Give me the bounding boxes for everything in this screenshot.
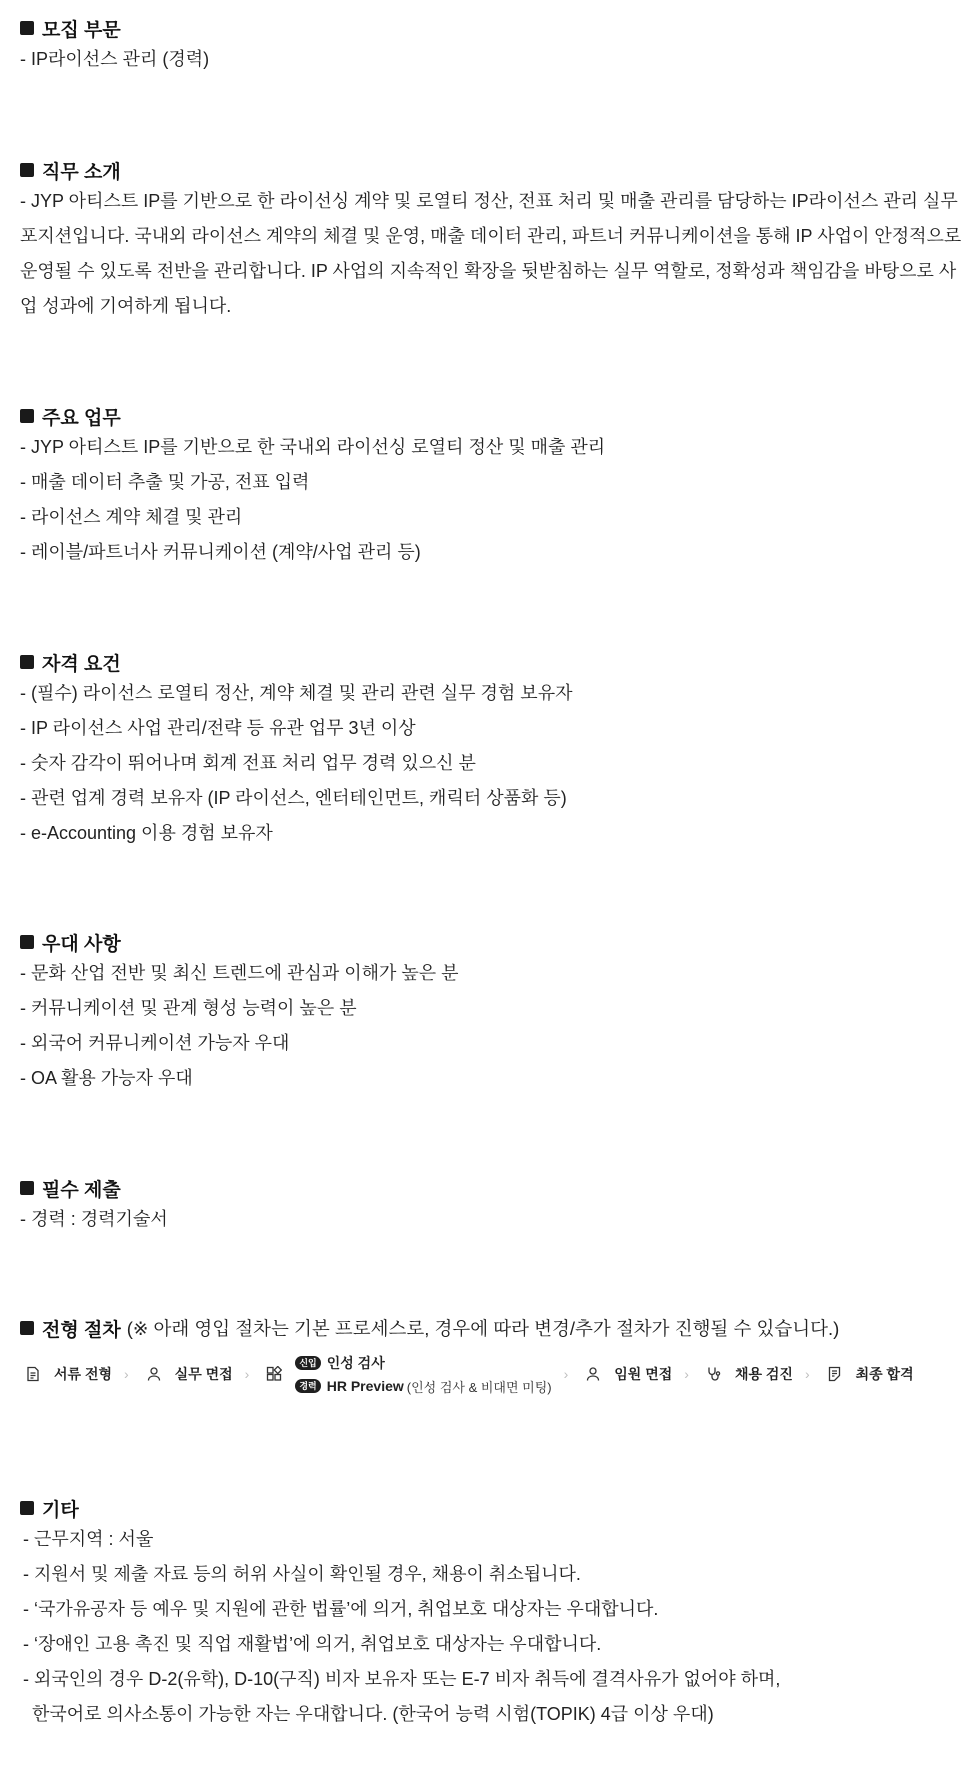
chevron-right-icon: › — [563, 1366, 569, 1382]
list-item: - ‘장애인 고용 촉진 및 직업 재활법’에 의거, 취업보호 대상자는 우대합니다. — [23, 1634, 602, 1654]
person-icon — [580, 1361, 606, 1387]
step-sublabel: (인성 검사 & 비대면 미팅) — [406, 1379, 552, 1395]
text-line: 운영될 수 있도록 전반을 관리합니다. IP 사업의 지속적인 확장을 뒷받침하는 실무 역할로, 정확성과 책임감을 바탕으로 사 — [20, 261, 957, 281]
list-item: - 매출 데이터 추출 및 가공, 전표 입력 — [20, 472, 310, 492]
text-line: 업 성과에 기여하게 됩니다. — [20, 296, 232, 316]
section-etc — [20, 1494, 965, 1732]
section-heading — [20, 156, 965, 184]
person-icon — [141, 1361, 167, 1387]
chevron-right-icon: › — [244, 1366, 250, 1382]
square-bullet-icon — [20, 655, 34, 669]
list-item: - 숫자 감각이 뛰어나며 회계 전표 처리 업무 경력 있으신 분 — [20, 753, 476, 773]
grid-icon — [261, 1361, 287, 1387]
list-item: - 지원서 및 제출 자료 등의 허위 사실이 확인될 경우, 채용이 취소됩니다. — [23, 1564, 581, 1584]
text-line: - IP라이선스 관리 (경력) — [20, 49, 210, 69]
chevron-right-icon: › — [804, 1366, 810, 1382]
badge-new: 신입 — [295, 1356, 320, 1370]
list-item: - OA 활용 가능자 우대 — [20, 1068, 193, 1088]
step-label: 최종 합격 — [855, 1366, 914, 1382]
chevron-right-icon: › — [684, 1366, 689, 1382]
step-label: HR Preview — [326, 1378, 404, 1394]
process-note: (※ 아래 영입 절차는 기본 프로세스로, 경우에 따라 변경/추가 절차가 진행될 수 있습니다.) — [126, 1318, 840, 1339]
text-line: 포지션입니다. 국내외 라이선스 계약의 체결 및 운영, 매출 데이터 관리, 파트너 커뮤니케이션을 통해 IP 사업이 안정적으로 — [20, 226, 962, 246]
list-item: - e-Accounting 이용 경험 보유자 — [20, 823, 273, 843]
section-heading — [20, 648, 965, 676]
square-bullet-icon — [20, 21, 34, 35]
section-heading — [20, 928, 965, 956]
list-item: - 경력 : 경력기술서 — [20, 1209, 168, 1229]
section-title: 필수 제출 — [42, 1179, 121, 1201]
section-title: 주요 업무 — [42, 407, 121, 429]
chevron-right-icon: › — [124, 1366, 129, 1382]
section-heading — [20, 402, 965, 430]
section-title: 자격 요건 — [42, 653, 121, 675]
step-executive-interview — [580, 1361, 672, 1387]
step-multi-track — [295, 1353, 551, 1396]
square-bullet-icon — [20, 1321, 34, 1335]
step-practical-interview — [141, 1361, 233, 1387]
square-bullet-icon — [20, 1501, 34, 1515]
section-recruit — [20, 14, 965, 77]
section-title: 우대 사항 — [42, 933, 121, 955]
section-intro — [20, 156, 965, 324]
section-duties — [20, 402, 965, 570]
section-title: 모집 부문 — [42, 19, 121, 41]
list-item: - 외국어 커뮤니케이션 가능자 우대 — [20, 1033, 290, 1053]
list-item-continuation: 한국어로 의사소통이 가능한 자는 우대합니다. (한국어 능력 시험(TOPIK) 4급 이상 우대) — [32, 1704, 714, 1724]
section-heading — [20, 1314, 965, 1342]
step-label: 실무 면접 — [174, 1366, 233, 1382]
section-heading — [20, 1494, 965, 1522]
section-process — [20, 1314, 965, 1342]
track-new — [295, 1353, 551, 1373]
step-label: 임원 면접 — [614, 1366, 673, 1382]
square-bullet-icon — [20, 1181, 34, 1195]
list-item: - ‘국가유공자 등 예우 및 지원에 관한 법률’에 의거, 취업보호 대상자는 우대합니다. — [23, 1599, 659, 1619]
text-line: - JYP 아티스트 IP를 기반으로 한 라이선싱 계약 및 로열티 정산, 전표 처리 및 매출 관리를 담당하는 IP라이선스 관리 실무 — [20, 191, 958, 211]
list-item: - JYP 아티스트 IP를 기반으로 한 국내외 라이선싱 로열티 정산 및 매출 관리 — [20, 437, 606, 457]
list-item: - 라이선스 계약 체결 및 관리 — [20, 507, 243, 527]
step-label: 인성 검사 — [326, 1354, 385, 1371]
process-steps — [20, 1345, 970, 1403]
section-title: 직무 소개 — [42, 161, 121, 183]
list-item: - (필수) 라이선스 로열티 정산, 계약 체결 및 관리 관련 실무 경험 보유자 — [20, 683, 573, 703]
square-bullet-icon — [20, 935, 34, 949]
list-item: - 커뮤니케이션 및 관계 형성 능력이 높은 분 — [20, 998, 357, 1018]
step-label: 채용 검진 — [734, 1366, 793, 1382]
list-item: - 문화 산업 전반 및 최신 트렌드에 관심과 이해가 높은 분 — [20, 963, 459, 983]
section-title: 기타 — [42, 1499, 79, 1521]
step-health-check — [701, 1361, 793, 1387]
checklist-icon — [822, 1361, 848, 1387]
list-item: - 외국인의 경우 D-2(유학), D-10(구직) 비자 보유자 또는 E-7 비자 취득에 결격사유가 없어야 하며, — [23, 1669, 781, 1689]
step-aptitude-test — [261, 1353, 551, 1396]
document-icon — [20, 1361, 46, 1387]
step-final-pass — [822, 1361, 914, 1387]
list-item: - IP 라이선스 사업 관리/전략 등 유관 업무 3년 이상 — [20, 718, 416, 738]
stethoscope-icon — [701, 1361, 727, 1387]
list-item: - 관련 업계 경력 보유자 (IP 라이선스, 엔터테인먼트, 캐릭터 상품화 등) — [20, 788, 567, 808]
list-item: - 근무지역 : 서울 — [23, 1529, 154, 1549]
step-label: 서류 전형 — [54, 1366, 112, 1382]
step-document-review — [20, 1361, 112, 1387]
section-heading — [20, 14, 965, 42]
section-preferred — [20, 928, 965, 1096]
list-item: - 레이블/파트너사 커뮤니케이션 (계약/사업 관리 등) — [20, 542, 421, 562]
section-qualifications — [20, 648, 965, 851]
section-heading — [20, 1174, 965, 1202]
track-experienced — [295, 1377, 551, 1396]
section-title: 전형 절차 — [42, 1319, 121, 1341]
square-bullet-icon — [20, 409, 34, 423]
square-bullet-icon — [20, 163, 34, 177]
section-required-docs — [20, 1174, 965, 1237]
badge-experienced: 경력 — [295, 1379, 320, 1393]
